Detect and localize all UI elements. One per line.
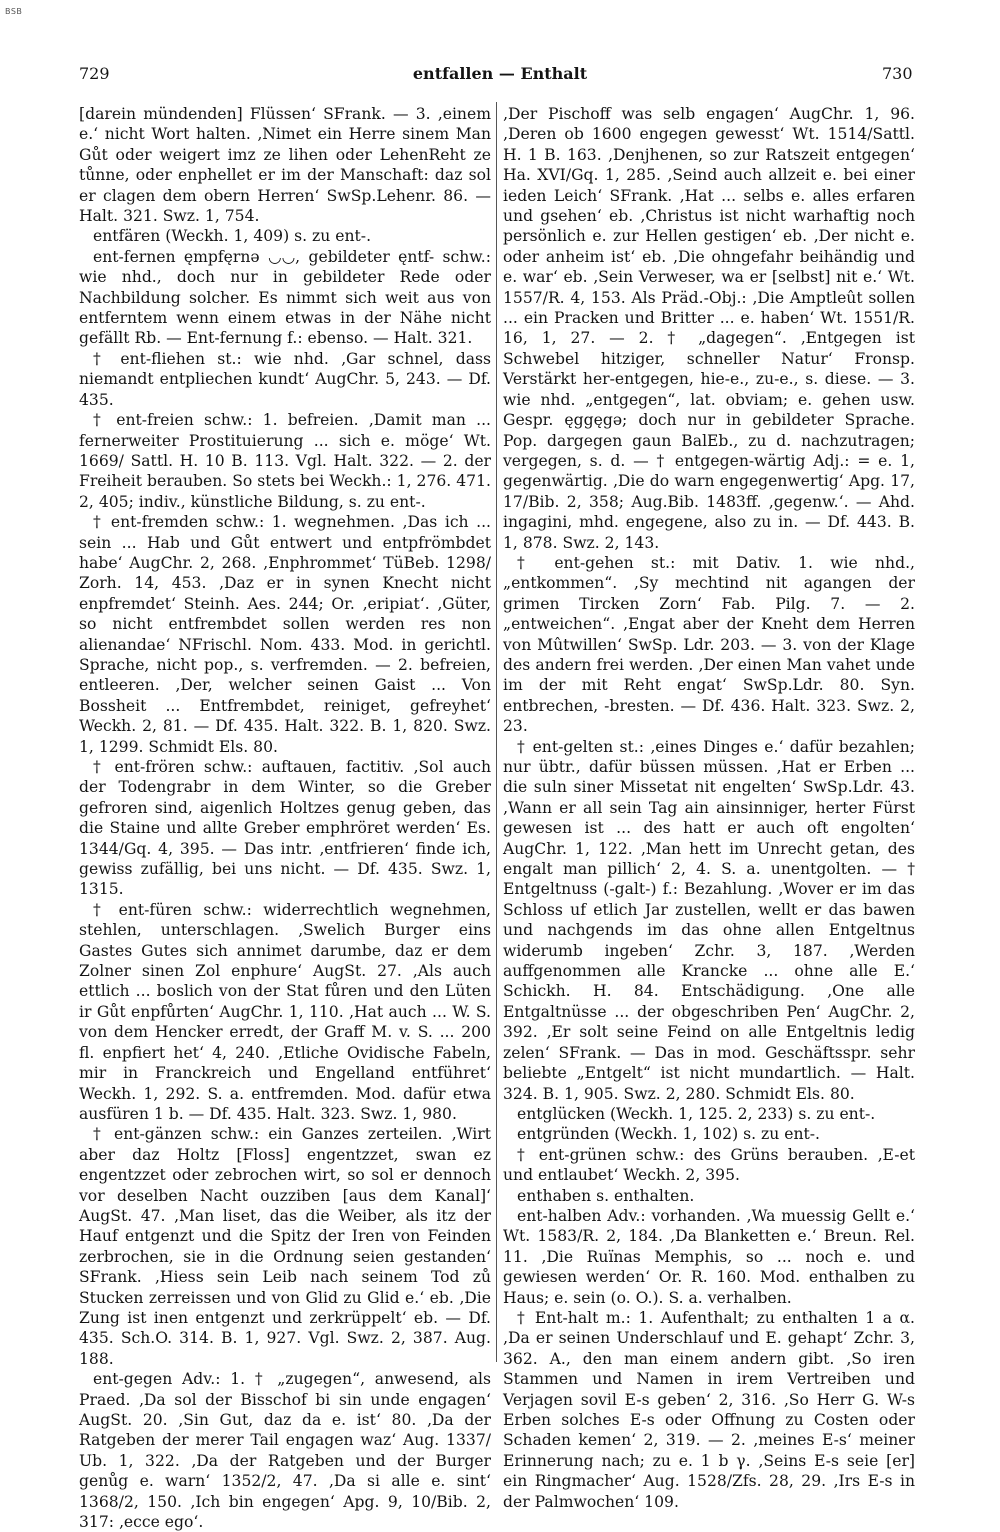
entry-entgruenden: entgründen (Weckh. 1, 102) s. zu ent-. (517, 1125, 821, 1144)
entry-ent-gegen: ent-gegen Adv.: 1. † „zugegen“, anwesend, als Praed. ‚Da sol der Bisschof bi sin unde engagen‘ AugSt. 20. ‚Sin Gut, daz da e. ist‘ 80. ‚Da der Ratgeben der merer Tail engagen waz‘ Aug. 1337/ Ub. 1, 322. ‚Da der Ratgeben und der Burger genůg e. warn‘ 1352/2, 47. ‚Da si alle e. sint‘ 1368/2, 150. ‚Ich bin engegen‘ Apg. 9, 10/Bib. 2, 317: ‚ecce ego‘. (79, 1370, 491, 1532)
entry-ent-gehen: † ent-gehen st.: mit Dativ. 1. wie nhd., „entkommen“. ‚Sy mechtind nit agangen der grimen Tircken Zorn‘ Fab. Pilg. 7. — 2. „entweichen“. ‚Engat aber der Kneht dem Herren von Mûtwillen‘ SwSp. Ldr. 203. — 3. von der Klage des andern frei werden. ‚Der einen Man vahet unde im der mit Reht engat‘ SwSp.Ldr. 80. Syn. entbrechen, -bresten. — Df. 436. Halt. 323. Swz. 2, 23. (503, 553, 915, 736)
column-divider (496, 102, 497, 1362)
entry-ent-halt: † Ent-halt m.: 1. Aufenthalt; zu enthalten 1 a α. ‚Da er seinen Underschlauf und E. gehapt‘ Zchr. 3, 362. A., den man einem andern gibt. ‚So iren Stammen und Namen in irem Vertreiben und Verjagen sovil E-s geben‘ 2, 316. ‚So Herr G. W-s Erben solches E-s oder Offnung zu Costen oder Schaden kemen‘ 2, 319. — 2. ‚meines E-s‘ meiner Erinnerung nach; zu e. 1 b γ. ‚Seins E-s seie [er] ein Ringmacher‘ Aug. 1528/Zfs. 28, 29. ‚Irs E-s in der Palmwochen‘ 109. (503, 1308, 915, 1511)
running-title: entfallen — Enthalt (412, 64, 588, 83)
entry-ent-fernen: ent-fernen ęmpfęrnə ◡◡, gebildeter ęntf- schw.: wie nhd., doch nur in gebildeter Rede oder Nachbildung solcher. Es nimmt sich weit aus von entferntem wenn einem etwas in der Nähe nicht gefällt Rb. — Ent-fernung f.: ebenso. — Halt. 321. (79, 247, 491, 348)
page-number-left: 729 (79, 64, 110, 83)
entry-enthaben: enthaben s. enthalten. (517, 1186, 695, 1205)
entry-ent-gruenen: † ent-grünen schw.: des Grüns berauben. ‚E-et und entlaubet‘ Weckh. 2, 395. (503, 1145, 915, 1185)
entry-ent-gaenzen: † ent-gänzen schw.: ein Ganzes zerteilen. ‚Wirt aber daz Holtz [Floss] engentzzet, swan ez engentzzet oder zebrochen wirt, so sol er dennoch vor deselben Nacht ouzziben [aus dem Kanal]‘ AugSt. 47. ‚Man liset, das die Weiber, als itz der Hauf entgenzt und die Spitz der Iren von Feinden zerbrochen, sie in die Ordnung seien gestanden‘ SFrank. ‚Hiess sein Leib nach seinem Tod zů Stucken zerreissen und von Glid zu Glid e.‘ eb. ‚Die Zung ist inen entgenzt und zerkrüppelt‘ eb. — Df. 435. Sch.O. 314. B. 1, 927. Vgl. Swz. 2, 387. Aug. 188. (79, 1125, 491, 1368)
entry-ent-freien: † ent-freien schw.: 1. befreien. ‚Damit man ... fernerweiter Prostituierung ... sich e. möge‘ Wt. 1669/ Sattl. H. 10 B. 113. Vgl. Halt. 322. — 2. der Freiheit berauben. So stets bei Weckh.: 1, 276. 471. 2, 405; indiv., künstliche Bildung, s. zu ent-. (79, 411, 491, 511)
entry-ent-fliehen: † ent-fliehen st.: wie nhd. ‚Gar schnel, dass niemandt entpliechen kundt‘ AugChr. 5, 243. — Df. 435. (79, 349, 491, 409)
library-stamp: BSB (5, 7, 23, 16)
left-column (79, 104, 491, 1532)
entry-ent-gelten: † ent-gelten st.: ‚eines Dinges e.‘ dafür bezahlen; nur übtr., dafür büssen müssen. ‚Hat er Erben ... die suln siner Missetat nit engelten‘ SwSp.Ldr. 43. ‚Wann er all sein Tag ain ainsinniger, herter Fürst gewesen ist ... des hatt er auch oft engolten‘ AugChr. 1, 122. ‚Man hett im Unrecht getan, des engalt man pillich‘ 2, 4. S. a. unentgolten. — † Entgeltnuss (-galt-) f.: Bezahlung. ‚Wover er im das Schloss uf etlich Jar zustellen, wellt er das bawen und nachgends im das ohne allen Entgeltnus widerumb ingeben‘ Zchr. 3, 187. ‚Werden auffgenommen alle Krancke ... ohne alle E.‘ Schickh. H. 84. Entschädigung. ‚One alle Entgaltnüsse ... der obgeschriben Pen‘ AugChr. 2, 392. ‚Er solt seine Feind on alle Entgeltnis ledig zelen‘ SFrank. — Das in mod. Geschäftsspr. sehr beliebte „Entgelt“ ist nicht mundartlich. — Halt. 324. B. 1, 905. Swz. 2, 280. Schmidt Els. 80. (503, 737, 915, 1103)
right-column (503, 104, 915, 1511)
entry-entfaeren: entfären (Weckh. 1, 409) s. zu ent-. (93, 227, 372, 246)
entry-ent-halben: ent-halben Adv.: vorhanden. ‚Wa muessig Gellt e.‘ Wt. 1583/R. 2, 184. ‚Da Blanketten e.‘ Breun. Rel. 11. ‚Die Ruïnas Memphis, so ... noch e. und gewiesen werden‘ Or. R. 160. Mod. enthalben zu Haus; e. sein (o. O.). S. a. verhalben. (503, 1206, 915, 1307)
entry-entgluecken: entglücken (Weckh. 1, 125. 2, 233) s. zu ent-. (517, 1104, 876, 1123)
entry-ent-froeren: † ent-frören schw.: auftauen, factitiv. ‚Sol auch der Todengrabr in dem Winter, so die Greber gefroren sind, aigenlich Holtzes genug geben, das die Staine und allte Greber emphröret werden‘ Es. 1344/Gq. 4, 395. — Das intr. ‚entfrieren‘ finde ich, gewiss zufällig, bei uns nicht. — Df. 435. Swz. 1, 1315. (79, 758, 491, 899)
entry-ent-fueren: † ent-füren schw.: widerrechtlich wegnehmen, stehlen, unterschlagen. ‚Swelich Burger eins Gastes Gutes sich annimet darumbe, daz er dem Zolner sinen Zol enphure‘ AugSt. 27. ‚Als auch ettlich ... boslich von der Stat fůren und den Lüten ir Gůt enpfůrten‘ AugChr. 1, 110. ‚Hat auch ... W. S. von dem Hencker erredt, der Graff M. v. S. ... 200 fl. enpfiert het‘ 4, 240. ‚Etliche Ovidische Fabeln, mir in Franckreich und Engelland entführet‘ Weckh. 1, 292. S. a. entfremden. Mod. dafür etwa ausfüren 1 b. — Df. 435. Halt. 323. Swz. 1, 980. (79, 900, 491, 1123)
entry-ent-fremden: † ent-fremden schw.: 1. wegnehmen. ‚Das ich ... sein ... Hab und Gůt entwert und entpfrömbdet habe‘ AugChr. 2, 268. ‚Enphrommet‘ TüBeb. 1298/ Zorh. 14, 453. ‚Daz er in synen Knecht nicht enpfremdet‘ Steinh. Aes. 244; Or. ‚eripiat‘. ‚Güter, so nicht entfrembdet sollen werden res non alienandae‘ NFrischl. Nom. 433. Mod. in gerichtl. Sprache, nicht pop., s. verfremden. — 2. befreien, entleeren. ‚Der, welcher seinen Gaist ... Von Bossheit ... Entfrembdet, reiniget, gefreyhet‘ Weckh. 2, 81. — Df. 435. Halt. 322. B. 1, 820. Swz. 1, 1299. Schmidt Els. 80. (79, 513, 491, 756)
entry-ent-gegen-continued: ‚Der Pischoff was selb engagen‘ AugChr. 1, 96. ‚Deren ob 1600 engegen gewesst‘ Wt. 1514/Sattl. H. 1 B. 163. ‚Denjhenen, so zur Ratszeit entgegen‘ Ha. XVI/Gq. 1, 285. ‚Seind auch allzeit e. bei einer ieden Leich‘ SFrank. ‚Hat ... selbs e. alles erfaren und gsehen‘ eb. ‚Christus ist nicht warhaftig noch persönlich e. zur Hellen gestigen‘ eb. ‚Der nicht e. oder anheim ist‘ eb. ‚Die ohngefahr beihändig und e. war‘ eb. ‚Sein Verweser, wa er [selbst] nit e.‘ Wt. 1557/R. 4, 153. Als Präd.-Obj.: ‚Die Amptleût sollen ... ein Pracken und Britter ... e. haben‘ Wt. 1551/R. 16, 1, 27. — 2. † „dagegen“. ‚Entgegen ist Schwebel hitziger, schneller Natur‘ Fronsp. Verstärkt her-entgegen, hie-e., zu-e., s. diese. — 3. wie nhd. „entgegen“, lat. obviam; e. gehen usw. Gespr. ęggęgə; doch nur in gebildeter Sprache. Pop. dargegen gaun BalEb., zu d. nachzutragen; vergegen, s. d. — † entgegen-wärtig Adj.: = e. 1, gegenwärtig. ‚Die do warn engegenwertig‘ Apg. 17, 17/Bib. 2, 358; Aug.Bib. 1483ff. ‚gegenw.‘. — Ahd. ingagini, mhd. engegene, also zu in. — Df. 443. B. 1, 878. Swz. 2, 143. (503, 105, 915, 552)
page-number-right: 730 (882, 64, 913, 83)
entry-continuation: [darein mündenden] Flüssen‘ SFrank. — 3. ‚einem e.‘ nicht Wort halten. ‚Nimet ein Herre sinem Man Gůt oder weigert imz ze lihen oder LehenReht ze tůnne, oder enphellet er im der Manschaft: daz sol er clagen dem obern Herren‘ SwSp.Lehenr. 86. — Halt. 321. Swz. 1, 754. (79, 105, 491, 226)
